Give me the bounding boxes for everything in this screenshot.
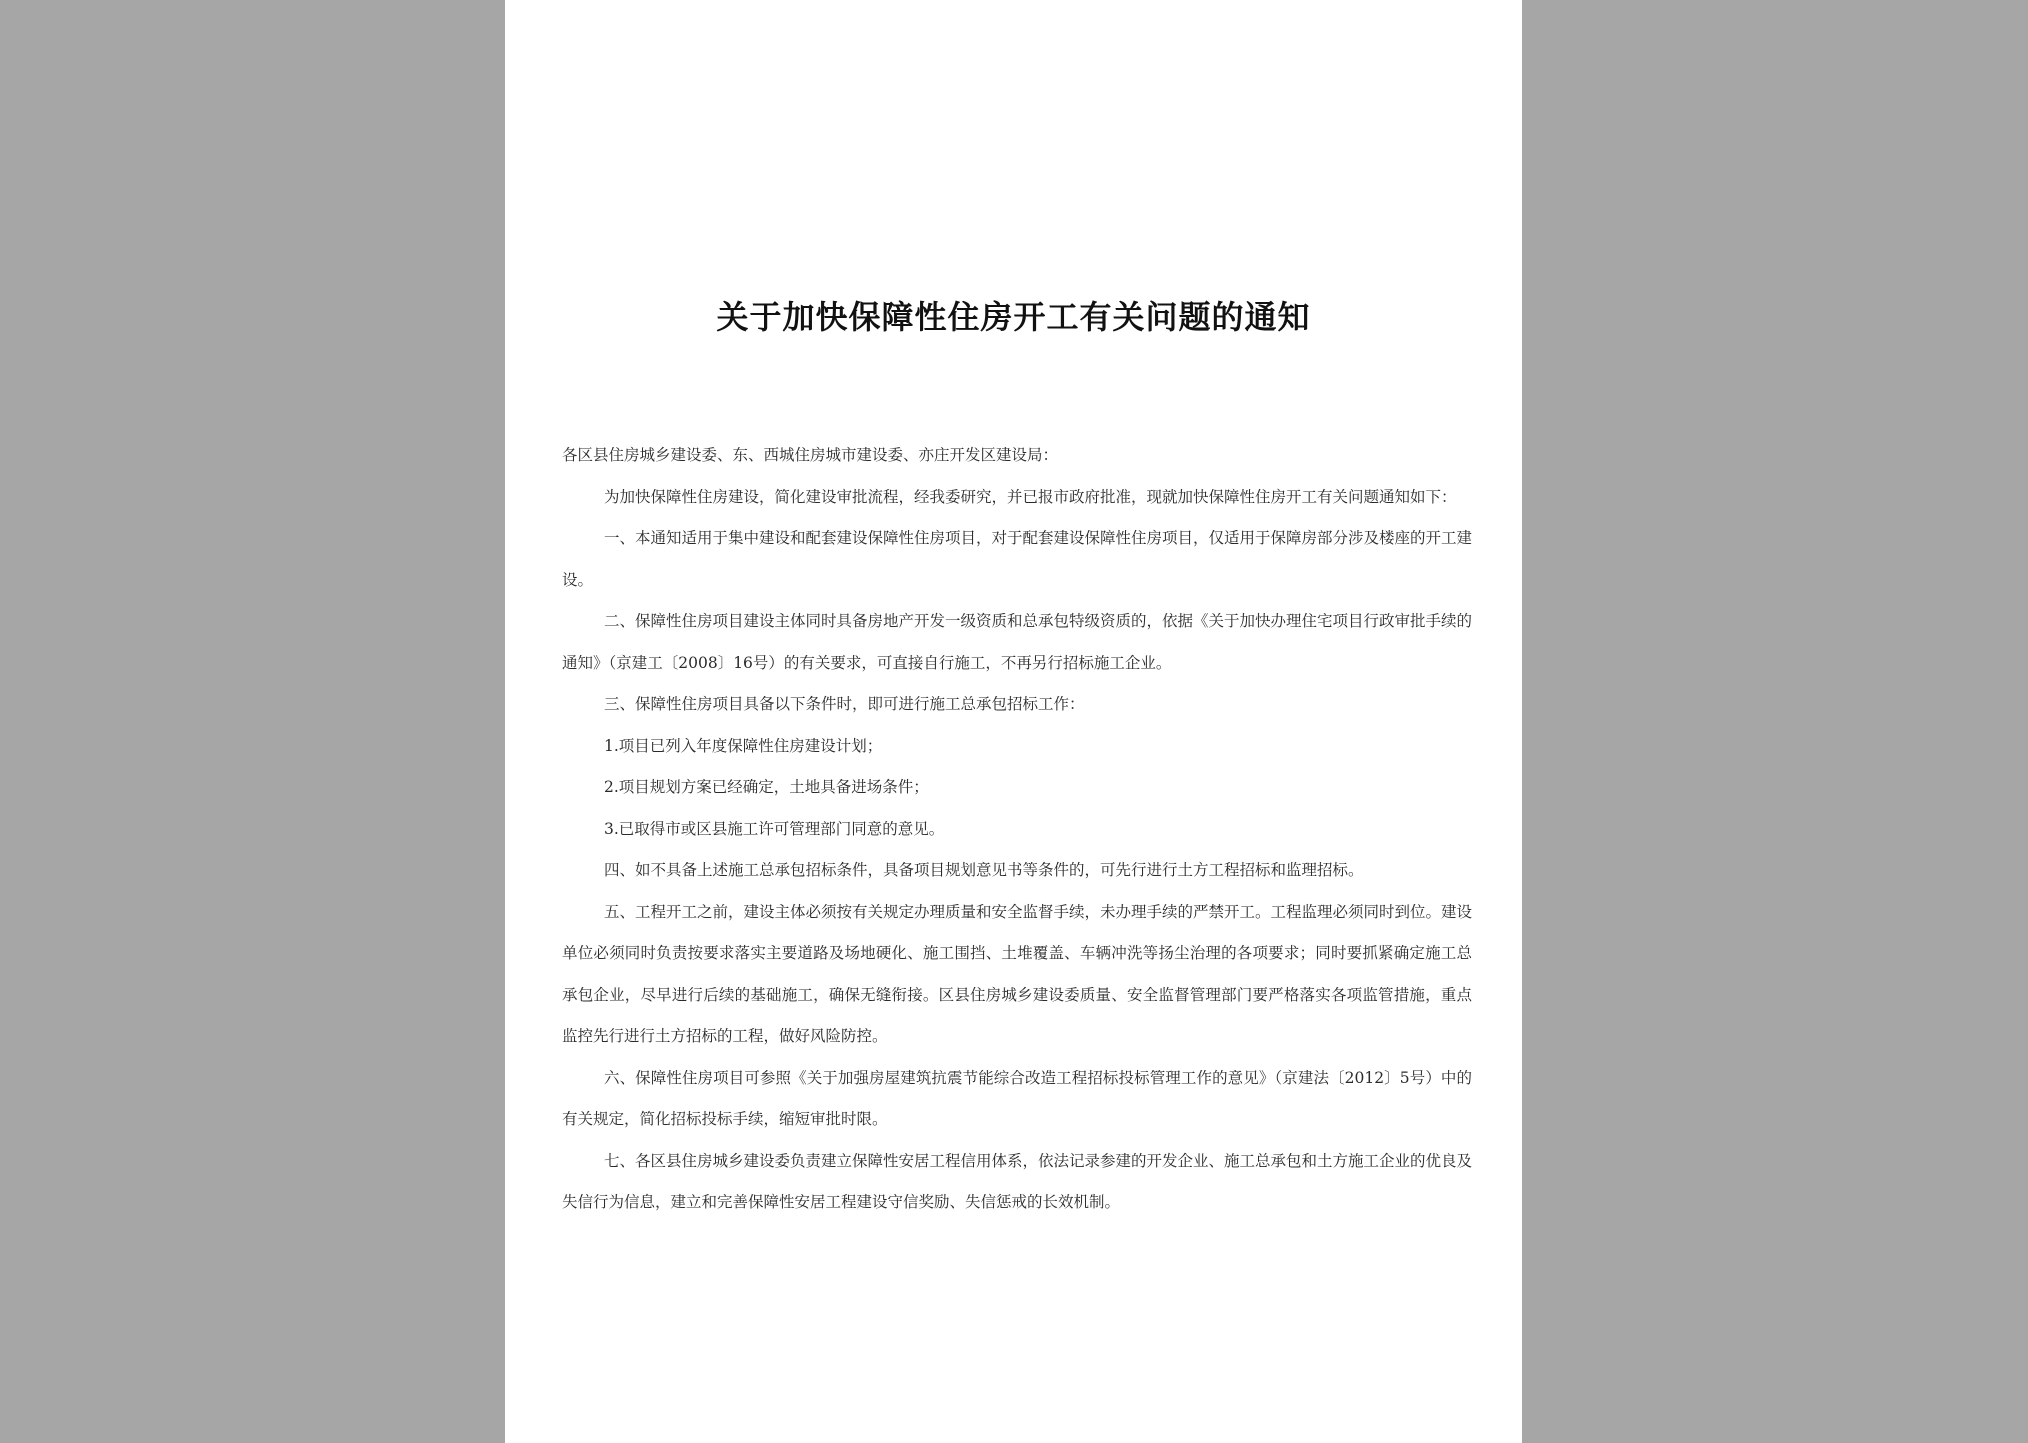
paragraph-3: 三、保障性住房项目具备以下条件时，即可进行施工总承包招标工作： [604, 695, 1085, 713]
document-body [562, 435, 1472, 1224]
paragraph-7: 七、各区县住房城乡建设委负责建立保障性安居工程信用体系，依法记录参建的开发企业、施工总承包和土方施工企业的优良及失信行为信息，建立和完善保障性安居工程建设守信奖励、失信惩戒的长效机制。 [562, 1151, 1473, 1211]
paragraph-5: 五、工程开工之前，建设主体必须按有关规定办理质量和安全监督手续，未办理手续的严禁开工。工程监理必须同时到位。建设单位必须同时负责按要求落实主要道路及场地硬化、施工围挡、土堆覆盖、车辆冲洗等扬尘治理的各项要求；同时要抓紧确定施工总承包企业，尽早进行后续的基础施工，确保无缝衔接。区县住房城乡建设委质量、安全监督管理部门要严格落实各项监管措施，重点监控先行进行土方招标的工程，做好风险防控。 [562, 902, 1473, 1045]
document-title: 关于加快保障性住房开工有关问题的通知 [716, 298, 1311, 336]
salutation: 各区县住房城乡建设委、东、西城住房城市建设委、亦庄开发区建设局： [562, 446, 1059, 464]
paragraph-6: 六、保障性住房项目可参照《关于加强房屋建筑抗震节能综合改造工程招标投标管理工作的意见》（京建法〔2012〕5号）中的有关规定，简化招标投标手续，缩短审批时限。 [562, 1068, 1472, 1128]
document-page [505, 0, 1522, 1443]
list-item-condition-3: 3.已取得市或区县施工许可管理部门同意的意见。 [604, 819, 945, 838]
paragraph-4: 四、如不具备上述施工总承包招标条件，具备项目规划意见书等条件的，可先行进行土方工程招标和监理招标。 [604, 861, 1364, 879]
list-item-condition-1: 1.项目已列入年度保障性住房建设计划； [604, 736, 883, 755]
paragraph-2: 二、保障性住房项目建设主体同时具备房地产开发一级资质和总承包特级资质的，依据《关于加快办理住宅项目行政审批手续的通知》（京建工〔2008〕16号）的有关要求，可直接自行施工，不再另行招标施工企业。 [562, 612, 1473, 672]
paragraph-1: 一、本通知适用于集中建设和配套建设保障性住房项目，对于配套建设保障性住房项目，仅适用于保障房部分涉及楼座的开工建设。 [562, 529, 1473, 589]
paragraph-intro: 为加快保障性住房建设，简化建设审批流程，经我委研究，并已报市政府批准，现就加快保障性住房开工有关问题通知如下： [604, 487, 1457, 506]
list-item-condition-2: 2.项目规划方案已经确定，土地具备进场条件； [604, 778, 929, 796]
